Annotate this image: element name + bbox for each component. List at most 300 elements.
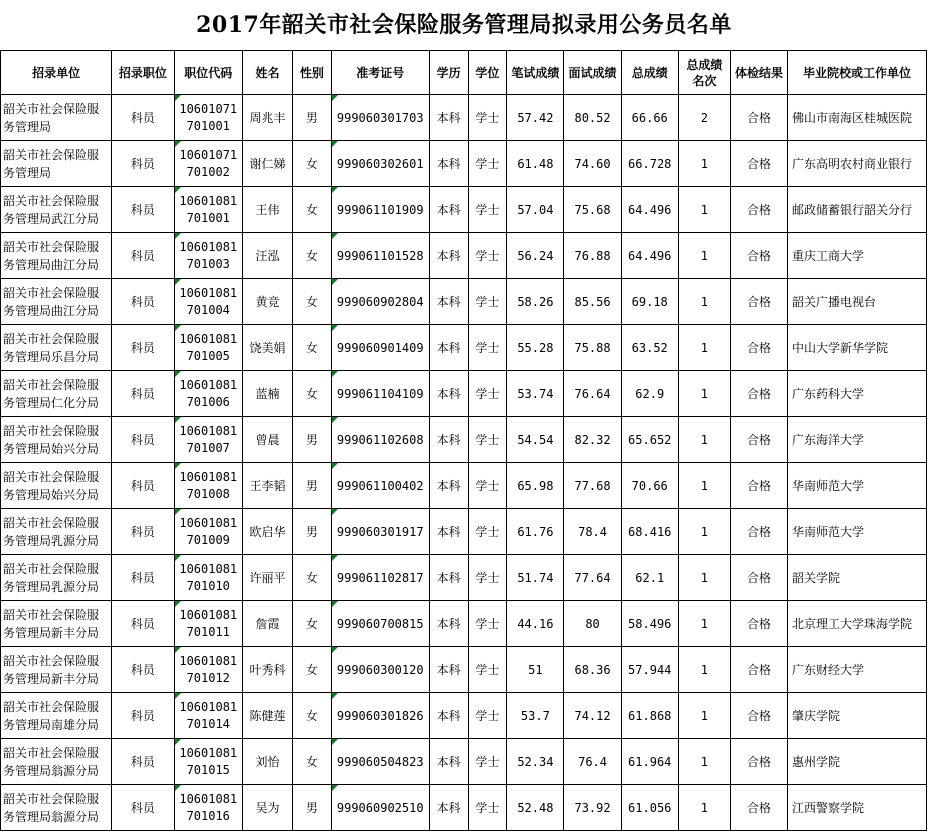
cell-gender: 女	[292, 371, 331, 417]
cell-gender: 女	[292, 141, 331, 187]
unit-line2: 务管理局曲江分局	[3, 303, 100, 318]
cell-exam-no	[331, 233, 429, 279]
cell-medical: 合格	[730, 417, 787, 463]
header-edu: 学历	[429, 51, 468, 95]
cell-name: 谢仁娣	[242, 141, 292, 187]
cell-code	[174, 279, 242, 325]
table-row	[1, 325, 927, 371]
cell-total: 64.496	[621, 233, 678, 279]
cell-edu: 本科	[429, 325, 468, 371]
code-line1: 10601081	[179, 423, 238, 438]
cell-total: 62.9	[621, 371, 678, 417]
cell-school: 广东高明农村商业银行	[788, 141, 927, 187]
cell-unit	[1, 647, 112, 693]
code-line2: 701005	[186, 348, 230, 363]
table-row	[1, 785, 927, 831]
code-line1: 10601081	[179, 239, 238, 254]
cell-rank: 1	[678, 647, 730, 693]
cell-gender: 女	[292, 187, 331, 233]
cell-edu: 本科	[429, 785, 468, 831]
unit-line2: 务管理局乳源分局	[3, 579, 100, 594]
header-rank-line2: 名次	[692, 73, 717, 88]
code-line1: 10601081	[179, 515, 238, 530]
green-marker	[332, 509, 338, 515]
cell-total: 61.868	[621, 693, 678, 739]
cell-position: 科员	[112, 233, 174, 279]
code-line2: 701002	[186, 164, 230, 179]
exam-no-text: 999060902804	[336, 294, 424, 309]
cell-name: 周兆丰	[242, 95, 292, 141]
cell-edu: 本科	[429, 233, 468, 279]
code-line2: 701011	[186, 624, 230, 639]
cell-position: 科员	[112, 187, 174, 233]
unit-line1: 韶关市社会保险服	[3, 745, 100, 760]
cell-exam-no	[331, 187, 429, 233]
code-line2: 701006	[186, 394, 230, 409]
cell-edu: 本科	[429, 417, 468, 463]
cell-interview: 74.12	[564, 693, 621, 739]
cell-name: 黄竞	[242, 279, 292, 325]
cell-code	[174, 325, 242, 371]
green-marker	[175, 95, 181, 101]
table-row	[1, 647, 927, 693]
cell-total: 58.496	[621, 601, 678, 647]
unit-line2: 务管理局南雄分局	[3, 717, 100, 732]
cell-code	[174, 555, 242, 601]
cell-total: 70.66	[621, 463, 678, 509]
green-marker	[332, 279, 338, 285]
cell-medical: 合格	[730, 187, 787, 233]
unit-line1: 韶关市社会保险服	[3, 469, 100, 484]
cell-interview: 76.88	[564, 233, 621, 279]
cell-total: 69.18	[621, 279, 678, 325]
code-line2: 701016	[186, 808, 230, 823]
green-marker	[175, 555, 181, 561]
cell-rank: 2	[678, 95, 730, 141]
cell-position: 科员	[112, 325, 174, 371]
green-marker	[175, 279, 181, 285]
cell-interview: 75.88	[564, 325, 621, 371]
cell-medical: 合格	[730, 509, 787, 555]
cell-edu: 本科	[429, 463, 468, 509]
cell-rank: 1	[678, 279, 730, 325]
cell-edu: 本科	[429, 509, 468, 555]
cell-edu: 本科	[429, 187, 468, 233]
cell-written: 61.76	[507, 509, 564, 555]
cell-unit	[1, 509, 112, 555]
cell-written: 57.42	[507, 95, 564, 141]
cell-interview: 68.36	[564, 647, 621, 693]
cell-code	[174, 463, 242, 509]
unit-line2: 务管理局始兴分局	[3, 487, 100, 502]
cell-school: 中山大学新华学院	[788, 325, 927, 371]
cell-interview: 76.64	[564, 371, 621, 417]
cell-rank: 1	[678, 785, 730, 831]
cell-name: 汪泓	[242, 233, 292, 279]
cell-medical: 合格	[730, 463, 787, 509]
cell-edu: 本科	[429, 601, 468, 647]
cell-rank: 1	[678, 187, 730, 233]
header-school: 毕业院校或工作单位	[788, 51, 927, 95]
cell-exam-no	[331, 647, 429, 693]
code-line2: 701001	[186, 210, 230, 225]
cell-school: 北京理工大学珠海学院	[788, 601, 927, 647]
cell-school: 肇庆学院	[788, 693, 927, 739]
cell-name: 欧启华	[242, 509, 292, 555]
green-marker	[175, 693, 181, 699]
green-marker	[175, 417, 181, 423]
cell-code	[174, 693, 242, 739]
cell-code	[174, 785, 242, 831]
cell-school: 惠州学院	[788, 739, 927, 785]
code-line1: 10601081	[179, 791, 238, 806]
cell-total: 57.944	[621, 647, 678, 693]
cell-exam-no	[331, 739, 429, 785]
unit-line1: 韶关市社会保险服	[3, 285, 100, 300]
table-row	[1, 95, 927, 141]
cell-interview: 78.4	[564, 509, 621, 555]
cell-rank: 1	[678, 509, 730, 555]
cell-rank: 1	[678, 601, 730, 647]
exam-no-text: 999061104109	[336, 386, 424, 401]
cell-rank: 1	[678, 233, 730, 279]
table-row	[1, 693, 927, 739]
unit-line2: 务管理局始兴分局	[3, 441, 100, 456]
cell-exam-no	[331, 95, 429, 141]
unit-line2: 务管理局	[3, 119, 52, 134]
header-name: 姓名	[242, 51, 292, 95]
cell-school: 佛山市南海区桂城医院	[788, 95, 927, 141]
cell-degree: 学士	[468, 739, 507, 785]
cell-code	[174, 187, 242, 233]
code-line2: 701010	[186, 578, 230, 593]
table-row	[1, 141, 927, 187]
cell-position: 科员	[112, 141, 174, 187]
cell-position: 科员	[112, 555, 174, 601]
cell-unit	[1, 279, 112, 325]
cell-position: 科员	[112, 417, 174, 463]
cell-degree: 学士	[468, 693, 507, 739]
cell-edu: 本科	[429, 739, 468, 785]
unit-line1: 韶关市社会保险服	[3, 147, 100, 162]
cell-interview: 80	[564, 601, 621, 647]
cell-gender: 女	[292, 555, 331, 601]
cell-edu: 本科	[429, 95, 468, 141]
cell-rank: 1	[678, 693, 730, 739]
cell-written: 58.26	[507, 279, 564, 325]
cell-school: 华南师范大学	[788, 463, 927, 509]
cell-school: 邮政储蓄银行韶关分行	[788, 187, 927, 233]
code-line1: 10601081	[179, 699, 238, 714]
cell-exam-no	[331, 463, 429, 509]
header-total: 总成绩	[621, 51, 678, 95]
code-line1: 10601081	[179, 607, 238, 622]
table-row	[1, 555, 927, 601]
code-line1: 10601081	[179, 469, 238, 484]
cell-interview: 76.4	[564, 739, 621, 785]
cell-edu: 本科	[429, 279, 468, 325]
unit-line1: 韶关市社会保险服	[3, 561, 100, 576]
cell-gender: 男	[292, 463, 331, 509]
green-marker	[332, 739, 338, 745]
cell-school: 韶关广播电视台	[788, 279, 927, 325]
unit-line2: 务管理局武江分局	[3, 211, 100, 226]
cell-position: 科员	[112, 95, 174, 141]
green-marker	[175, 647, 181, 653]
green-marker	[175, 509, 181, 515]
cell-total: 62.1	[621, 555, 678, 601]
cell-edu: 本科	[429, 141, 468, 187]
exam-no-text: 999061100402	[336, 478, 424, 493]
cell-code	[174, 417, 242, 463]
cell-position: 科员	[112, 601, 174, 647]
cell-edu: 本科	[429, 693, 468, 739]
exam-no-text: 999060504823	[336, 754, 424, 769]
cell-school: 韶关学院	[788, 555, 927, 601]
cell-written: 61.48	[507, 141, 564, 187]
cell-name: 吴为	[242, 785, 292, 831]
cell-written: 55.28	[507, 325, 564, 371]
cell-total: 68.416	[621, 509, 678, 555]
green-marker	[332, 463, 338, 469]
exam-no-text: 999061102817	[336, 570, 424, 585]
unit-line2: 务管理局	[3, 165, 52, 180]
cell-rank: 1	[678, 417, 730, 463]
cell-written: 56.24	[507, 233, 564, 279]
cell-written: 53.7	[507, 693, 564, 739]
cell-medical: 合格	[730, 95, 787, 141]
cell-code	[174, 647, 242, 693]
green-marker	[175, 141, 181, 147]
cell-degree: 学士	[468, 463, 507, 509]
cell-interview: 75.68	[564, 187, 621, 233]
cell-gender: 男	[292, 509, 331, 555]
cell-unit	[1, 693, 112, 739]
table-row	[1, 739, 927, 785]
cell-code	[174, 601, 242, 647]
exam-no-text: 999060301703	[336, 110, 424, 125]
exam-no-text: 999060700815	[336, 616, 424, 631]
cell-medical: 合格	[730, 279, 787, 325]
cell-medical: 合格	[730, 325, 787, 371]
cell-school: 华南师范大学	[788, 509, 927, 555]
cell-interview: 74.60	[564, 141, 621, 187]
cell-gender: 女	[292, 325, 331, 371]
exam-no-text: 999061101909	[336, 202, 424, 217]
cell-exam-no	[331, 141, 429, 187]
cell-unit	[1, 141, 112, 187]
unit-line2: 务管理局新丰分局	[3, 625, 100, 640]
unit-line2: 务管理局仁化分局	[3, 395, 100, 410]
cell-degree: 学士	[468, 279, 507, 325]
cell-written: 51	[507, 647, 564, 693]
cell-written: 65.98	[507, 463, 564, 509]
code-line1: 10601081	[179, 285, 238, 300]
cell-unit	[1, 187, 112, 233]
table-row	[1, 463, 927, 509]
cell-school: 重庆工商大学	[788, 233, 927, 279]
cell-degree: 学士	[468, 417, 507, 463]
cell-gender: 男	[292, 785, 331, 831]
unit-line1: 韶关市社会保险服	[3, 239, 100, 254]
cell-rank: 1	[678, 739, 730, 785]
cell-exam-no	[331, 279, 429, 325]
cell-degree: 学士	[468, 647, 507, 693]
exam-no-text: 999060301917	[336, 524, 424, 539]
unit-line1: 韶关市社会保险服	[3, 377, 100, 392]
cell-degree: 学士	[468, 555, 507, 601]
cell-school: 广东海洋大学	[788, 417, 927, 463]
cell-rank: 1	[678, 555, 730, 601]
green-marker	[175, 187, 181, 193]
cell-gender: 女	[292, 647, 331, 693]
green-marker	[332, 555, 338, 561]
cell-interview: 82.32	[564, 417, 621, 463]
cell-exam-no	[331, 601, 429, 647]
cell-total: 64.496	[621, 187, 678, 233]
code-line2: 701012	[186, 670, 230, 685]
cell-medical: 合格	[730, 693, 787, 739]
header-rank-line1: 总成绩	[686, 57, 723, 72]
cell-exam-no	[331, 417, 429, 463]
cell-unit	[1, 555, 112, 601]
green-marker	[175, 601, 181, 607]
code-line1: 10601071	[179, 101, 238, 116]
header-exam-no: 准考证号	[331, 51, 429, 95]
green-marker	[175, 463, 181, 469]
cell-medical: 合格	[730, 555, 787, 601]
code-line1: 10601081	[179, 377, 238, 392]
cell-name: 王李韬	[242, 463, 292, 509]
cell-medical: 合格	[730, 141, 787, 187]
cell-written: 53.74	[507, 371, 564, 417]
table-row	[1, 417, 927, 463]
cell-total: 61.964	[621, 739, 678, 785]
table-row	[1, 233, 927, 279]
code-line2: 701008	[186, 486, 230, 501]
cell-code	[174, 95, 242, 141]
exam-no-text: 999060302601	[336, 156, 424, 171]
green-marker	[175, 739, 181, 745]
cell-interview: 73.92	[564, 785, 621, 831]
cell-gender: 女	[292, 693, 331, 739]
code-line1: 10601081	[179, 193, 238, 208]
cell-position: 科员	[112, 279, 174, 325]
cell-exam-no	[331, 555, 429, 601]
green-marker	[332, 417, 338, 423]
table-row	[1, 279, 927, 325]
unit-line1: 韶关市社会保险服	[3, 699, 100, 714]
table-row	[1, 509, 927, 555]
cell-edu: 本科	[429, 647, 468, 693]
green-marker	[332, 647, 338, 653]
cell-degree: 学士	[468, 371, 507, 417]
cell-exam-no	[331, 693, 429, 739]
green-marker	[332, 371, 338, 377]
cell-unit	[1, 95, 112, 141]
code-line2: 701004	[186, 302, 230, 317]
unit-line2: 务管理局翁源分局	[3, 763, 100, 778]
cell-school: 广东药科大学	[788, 371, 927, 417]
cell-exam-no	[331, 509, 429, 555]
unit-line1: 韶关市社会保险服	[3, 515, 100, 530]
cell-written: 54.54	[507, 417, 564, 463]
cell-written: 57.04	[507, 187, 564, 233]
cell-gender: 女	[292, 279, 331, 325]
table-row	[1, 371, 927, 417]
cell-degree: 学士	[468, 187, 507, 233]
header-gender: 性别	[292, 51, 331, 95]
unit-line2: 务管理局乳源分局	[3, 533, 100, 548]
cell-medical: 合格	[730, 739, 787, 785]
cell-rank: 1	[678, 371, 730, 417]
cell-unit	[1, 601, 112, 647]
unit-line2: 务管理局曲江分局	[3, 257, 100, 272]
cell-degree: 学士	[468, 325, 507, 371]
cell-total: 66.728	[621, 141, 678, 187]
cell-gender: 男	[292, 417, 331, 463]
code-line1: 10601081	[179, 653, 238, 668]
cell-code	[174, 141, 242, 187]
cell-name: 詹霞	[242, 601, 292, 647]
cell-name: 许丽平	[242, 555, 292, 601]
green-marker	[332, 785, 338, 791]
cell-total: 66.66	[621, 95, 678, 141]
cell-position: 科员	[112, 463, 174, 509]
cell-unit	[1, 739, 112, 785]
unit-line1: 韶关市社会保险服	[3, 791, 100, 806]
cell-gender: 女	[292, 601, 331, 647]
cell-edu: 本科	[429, 555, 468, 601]
green-marker	[332, 141, 338, 147]
cell-interview: 85.56	[564, 279, 621, 325]
cell-position: 科员	[112, 371, 174, 417]
cell-exam-no	[331, 371, 429, 417]
header-row	[1, 51, 927, 95]
cell-position: 科员	[112, 647, 174, 693]
cell-degree: 学士	[468, 233, 507, 279]
header-written: 笔试成绩	[507, 51, 564, 95]
exam-no-text: 999061101528	[336, 248, 424, 263]
cell-unit	[1, 325, 112, 371]
cell-rank: 1	[678, 141, 730, 187]
cell-medical: 合格	[730, 233, 787, 279]
green-marker	[332, 601, 338, 607]
code-line2: 701009	[186, 532, 230, 547]
cell-exam-no	[331, 325, 429, 371]
code-line1: 10601081	[179, 561, 238, 576]
recruit-table	[0, 50, 927, 831]
code-line2: 701001	[186, 118, 230, 133]
unit-line1: 韶关市社会保险服	[3, 423, 100, 438]
cell-medical: 合格	[730, 371, 787, 417]
cell-written: 44.16	[507, 601, 564, 647]
cell-written: 52.48	[507, 785, 564, 831]
cell-degree: 学士	[468, 601, 507, 647]
cell-gender: 女	[292, 739, 331, 785]
cell-unit	[1, 417, 112, 463]
cell-total: 65.652	[621, 417, 678, 463]
unit-line2: 务管理局新丰分局	[3, 671, 100, 686]
header-rank	[678, 51, 730, 95]
unit-line1: 韶关市社会保险服	[3, 607, 100, 622]
cell-position: 科员	[112, 693, 174, 739]
cell-position: 科员	[112, 739, 174, 785]
header-interview: 面试成绩	[564, 51, 621, 95]
cell-name: 曾晨	[242, 417, 292, 463]
header-unit: 招录单位	[1, 51, 112, 95]
cell-school: 江西警察学院	[788, 785, 927, 831]
